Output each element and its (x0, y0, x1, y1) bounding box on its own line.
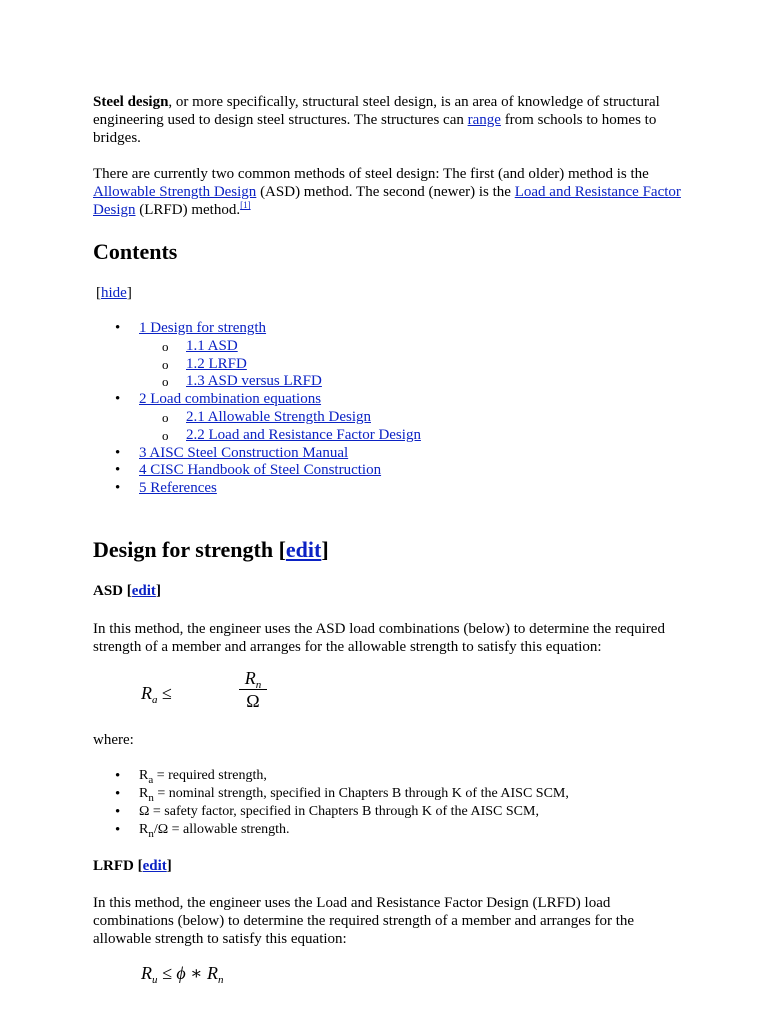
subscript: n (148, 828, 154, 840)
definition-list (93, 767, 569, 839)
subscript: u (152, 974, 158, 986)
symbol-r: R (141, 683, 152, 703)
bullet-icon: • (115, 768, 121, 784)
subscript: a (148, 774, 154, 786)
toc-item (93, 356, 421, 374)
symbol: R (139, 786, 149, 801)
bullet-icon: • (115, 391, 121, 408)
toc-link-design-for-strength[interactable]: 1 Design for strength (139, 320, 267, 336)
subscript: n (255, 679, 262, 691)
toc-link-load-resistance-factor-design[interactable]: 2.2 Load and Resistance Factor Design (186, 426, 421, 443)
toc-item (93, 445, 421, 463)
edit-bracket-open: [ (133, 858, 143, 874)
link-allowable-strength-design[interactable]: Allowable Strength Design (93, 184, 257, 200)
edit-link-lrfd[interactable]: edit (142, 858, 167, 874)
edit-bracket-open: [ (123, 583, 132, 599)
subheading-asd (93, 582, 161, 600)
subheading-lrfd (93, 857, 172, 875)
definition-text: = safety factor, specified in Chapters B through K of the AISC SCM, (149, 804, 539, 819)
toc-item (93, 462, 421, 480)
toc-link-references[interactable]: 5 References (139, 480, 217, 497)
toc-item (93, 391, 421, 409)
methods-text-b: (ASD) method. The second (newer) is the (256, 184, 515, 200)
subsection-title: LRFD (93, 858, 134, 874)
toc-link-cisc-handbook[interactable]: 4 CISC Handbook of Steel Construction (139, 462, 382, 479)
edit-bracket-close: ] (155, 583, 161, 599)
toc-link-load-combination-equations[interactable]: 2 Load combination equations (139, 391, 322, 408)
toc-link-allowable-strength-design[interactable]: 2.1 Allowable Strength Design (186, 408, 371, 425)
list-item (93, 767, 569, 785)
symbol-r: R (206, 963, 218, 983)
toc-item (93, 409, 421, 427)
edit-link-design-for-strength[interactable]: edit (285, 537, 322, 562)
edit-link-asd[interactable]: edit (131, 583, 156, 599)
toc-item (93, 338, 421, 356)
definition-text: = nominal strength, specified in Chapters B through K of the AISC SCM, (153, 786, 569, 801)
numerator (239, 668, 267, 690)
link-load-resistance-factor-design[interactable]: Load and Resistance Factor Design (93, 184, 681, 218)
circle-bullet-icon: o (162, 427, 169, 443)
where-label: where: (93, 732, 134, 748)
section-heading-design-for-strength (93, 536, 329, 564)
symbol: Ω (139, 804, 150, 819)
circle-bullet-icon: o (162, 374, 169, 390)
link-range[interactable]: range (467, 112, 501, 128)
circle-bullet-icon: o (162, 409, 169, 425)
toc-item (93, 427, 421, 445)
bullet-icon: • (115, 462, 121, 479)
toc-bracket-open: [ (96, 285, 101, 301)
operator-leq: ≤ (157, 683, 172, 703)
methods-text-a: There are currently two common methods of steel design: The first (and older) method is the (93, 166, 649, 182)
list-item (93, 803, 569, 821)
symbol: R (139, 822, 149, 837)
bullet-icon: • (115, 786, 121, 802)
list-item (93, 785, 569, 803)
toc-link-asd-versus-lrfd[interactable]: 1.3 ASD versus LRFD (186, 373, 322, 390)
section-title: Design for strength (93, 537, 274, 562)
reference-link-1[interactable]: [1] (240, 200, 251, 210)
contents-heading: Contents (93, 239, 178, 264)
intro-paragraph (93, 93, 683, 147)
methods-paragraph (93, 165, 683, 219)
bullet-icon: • (115, 804, 121, 820)
intro-text-b: from schools to homes to bridges. (93, 112, 657, 146)
bullet-icon: • (115, 320, 121, 336)
fraction (239, 668, 267, 712)
toc-item (93, 373, 421, 391)
lrfd-equation (141, 963, 223, 984)
toc-item (93, 320, 421, 338)
subscript: a (152, 694, 158, 706)
toc-link-aisc-manual[interactable]: 3 AISC Steel Construction Manual (139, 444, 349, 461)
toc-link-asd[interactable]: 1.1 ASD (186, 337, 238, 354)
toc-bracket-close: ] (126, 285, 132, 301)
toc-item (93, 480, 421, 498)
term-steel-design: Steel design (93, 94, 169, 110)
subsection-title: ASD (93, 583, 124, 599)
subscript: n (217, 974, 224, 986)
edit-bracket-close: ] (321, 537, 329, 562)
circle-bullet-icon: o (162, 356, 169, 372)
toc-toggle (96, 284, 132, 302)
edit-bracket-close: ] (166, 858, 172, 874)
edit-bracket-open: [ (273, 537, 286, 562)
equation-lhs (141, 683, 172, 704)
toc-hide-link[interactable]: hide (101, 285, 127, 301)
definition-text: = required strength, (153, 768, 267, 783)
denominator: Ω (246, 691, 260, 711)
bullet-icon: • (115, 480, 121, 497)
methods-text-c: (LRFD) method. (135, 202, 241, 218)
circle-bullet-icon: o (162, 338, 169, 354)
toc-link-lrfd[interactable]: 1.2 LRFD (186, 355, 247, 372)
symbol-r: R (244, 668, 256, 688)
subscript: n (148, 792, 154, 804)
asd-paragraph: In this method, the engineer uses the ASD load combinations (below) to determine the required strength of a member and arranges for the allowable strength to satisfy this equation: (93, 621, 665, 655)
list-item (93, 821, 569, 839)
symbol-r: R (141, 963, 152, 983)
lrfd-paragraph: In this method, the engineer uses the Load and Resistance Factor Design (LRFD) load combinations (below) to determine the required strength of a member and arranges for the allowable strength to satisfy this equation: (93, 895, 635, 947)
table-of-contents (93, 320, 421, 498)
intro-text-a: , or more specifically, structural steel design, is an area of knowledge of structural engineering used to design steel structures. The structures can (93, 94, 660, 128)
bullet-icon: • (115, 444, 121, 461)
symbol: R (139, 768, 149, 783)
operator-leq-phi: ≤ ϕ ∗ (157, 963, 207, 983)
definition-text: /Ω = allowable strength. (153, 822, 290, 837)
bullet-icon: • (115, 822, 121, 838)
